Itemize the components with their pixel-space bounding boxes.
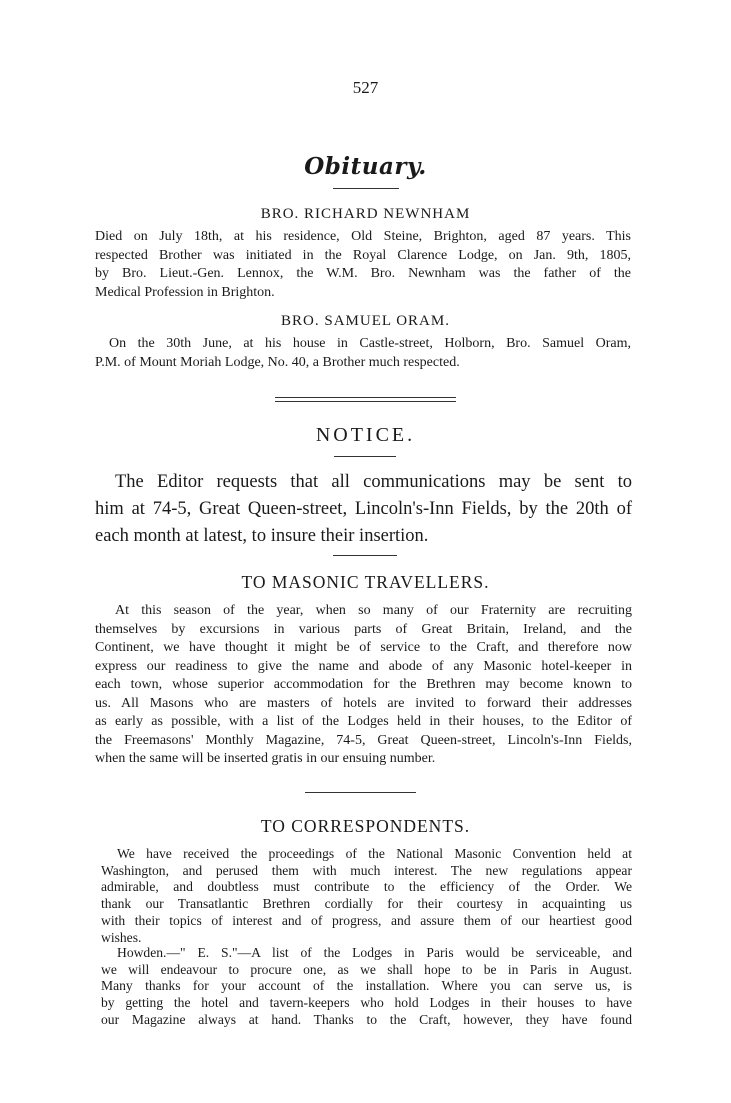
text-line: we will endeavour to procure one, as we shall hope to be in Paris in August. <box>101 961 632 977</box>
divider <box>333 555 397 556</box>
text-line: respected Brother was initiated in the Royal Clarence Lodge, on Jan. 9th, 1805, <box>95 247 631 263</box>
text-line: At this season of the year, when so many of our Fraternity are recruiting <box>115 603 632 618</box>
text-line: each month at latest, to insure their insertion. <box>95 526 429 546</box>
text-line: by getting the hotel and tavern-keepers who hold Lodges in their houses to have <box>101 995 632 1011</box>
obituary-text-oram <box>95 335 631 372</box>
text-line: the Freemasons' Monthly Magazine, 74-5, Great Queen-street, Lincoln's-Inn Fields, <box>95 732 632 748</box>
divider <box>333 188 399 189</box>
travellers-heading: TO MASONIC TRAVELLERS. <box>241 572 490 592</box>
divider <box>275 397 456 398</box>
text-line: P.M. of Mount Moriah Lodge, No. 40, a Brother much respected. <box>95 354 460 370</box>
text-line: him at 74-5, Great Queen-street, Lincoln's-Inn Fields, by the 20th of <box>95 499 632 519</box>
text-line: Many thanks for your account of the installation. Where you can serve us, is <box>101 978 632 994</box>
correspondents-para-1 <box>101 846 632 946</box>
divider <box>334 456 396 457</box>
text-line: thank our Transatlantic Brethren cordially for their courtesy in acquainting us <box>101 896 632 912</box>
text-line: with their topics of interest and of progress, and assure them of our heartiest good <box>101 912 632 928</box>
text-line: We have received the proceedings of the National Masonic Convention held at <box>117 846 632 861</box>
text-line: themselves by excursions in various parts of Great Britain, Ireland, and the <box>95 621 632 637</box>
text-line: us. All Masons who are masters of hotels are invited to forward their addresses <box>95 695 632 711</box>
text-line: each town, whose superior accommodation for the Brethren may become known to <box>95 677 632 692</box>
text-line: The Editor requests that all communications may be sent to <box>115 472 632 492</box>
text-line: when the same will be inserted gratis in our ensuing number. <box>95 751 436 766</box>
text-line: Washington, and perused them with much interest. The new regulations appear <box>101 862 632 878</box>
notice-text <box>95 469 632 550</box>
travellers-text <box>95 602 632 769</box>
text-line: by Bro. Lieut.-Gen. Lennox, the W.M. Bro. Newnham was the father of the <box>95 266 631 281</box>
text-line: Continent, we have thought it might be of service to the Craft, and therefore now <box>95 640 632 655</box>
section-title: Obituary. <box>304 153 427 180</box>
obituary-text-newnham <box>95 228 631 302</box>
obituary-heading-newnham: BRO. RICHARD NEWNHAM <box>260 206 471 222</box>
text-line: Medical Profession in Brighton. <box>95 284 275 300</box>
divider <box>305 792 416 793</box>
text-line: admirable, and doubtless must contribute to the efficiency of the Order. We <box>101 879 632 895</box>
notice-heading: NOTICE. <box>315 424 416 446</box>
correspondents-para-2 <box>101 945 632 1029</box>
text-line: Died on July 18th, at his residence, Old Steine, Brighton, aged 87 years. This <box>95 229 631 244</box>
page-number: 527 <box>352 78 379 97</box>
text-line: wishes. <box>101 929 142 945</box>
correspondents-heading: TO CORRESPONDENTS. <box>260 816 471 836</box>
text-line: our Magazine always at hand. Thanks to the Craft, however, they have found <box>101 1011 632 1027</box>
text-line: Howden.—" E. S."—A list of the Lodges in Paris would be serviceable, and <box>117 945 632 960</box>
text-line: On the 30th June, at his house in Castle-street, Holborn, Bro. Samuel Oram, <box>109 336 631 351</box>
obituary-heading-oram: BRO. SAMUEL ORAM. <box>281 313 450 329</box>
text-line: as early as possible, with a list of the Lodges held in their houses, to the Editor of <box>95 714 632 729</box>
text-line: express our readiness to give the name and abode of any Masonic hotel-keeper in <box>95 658 632 674</box>
divider <box>275 401 456 402</box>
